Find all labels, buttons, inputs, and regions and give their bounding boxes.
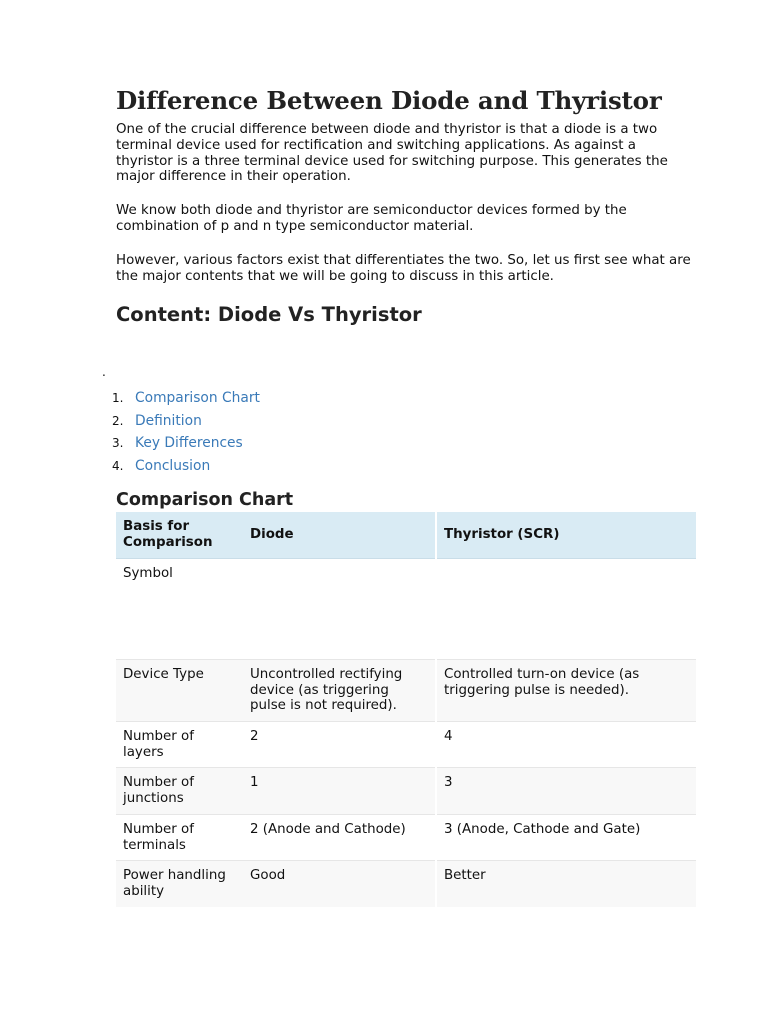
stray-dot: . [102, 365, 106, 379]
table-row-layers [116, 722, 696, 768]
page-title: Difference Between Diode and Thyristor [116, 86, 662, 115]
thyristor-cell: 3 [436, 768, 696, 815]
toc-item-conclusion [112, 455, 260, 478]
contents-heading: Content: Diode Vs Thyristor [116, 303, 422, 327]
row-label: Device Type [123, 667, 204, 682]
table-header-row [116, 512, 696, 559]
row-label: Number of layers [123, 729, 194, 760]
comparison-chart-heading: Comparison Chart [116, 490, 294, 510]
comparison-table [116, 512, 696, 907]
thyristor-cell [436, 559, 696, 660]
intro-paragraph: One of the crucial difference between diode and thyristor is that a diode is a two terminal device used for rectification and switching applications. As against a thyristor is a three terminal device used for switching purpose. This generates the major difference in their operation. [116, 122, 668, 185]
toc-item-comparison-chart [112, 387, 260, 410]
article [116, 84, 696, 328]
diode-cell: 2 [250, 729, 259, 744]
toc-item-definition [112, 410, 260, 433]
toc-number: 1. [112, 391, 124, 406]
header-diode: Diode [243, 512, 436, 559]
semiconductor-paragraph: We know both diode and thyristor are semiconductor devices formed by the combination of p and n type semiconductor material. [116, 203, 627, 234]
row-label: Number of terminals [123, 822, 194, 853]
thyristor-cell: Better [436, 861, 696, 907]
toc-item-key-differences [112, 432, 260, 455]
toc-number: 4. [112, 458, 124, 473]
table-row-symbol [116, 559, 696, 660]
thyristor-cell: 3 (Anode, Cathode and Gate) [436, 815, 696, 861]
table-row-device-type [116, 660, 696, 722]
header-basis: Basis for Comparison [116, 512, 243, 559]
row-label: Symbol [123, 566, 173, 581]
toc-number: 2. [112, 413, 124, 428]
contents-intro-paragraph: However, various factors exist that differentiates the two. So, let us first see what are the major contents that we will be going to discuss in this article. [116, 252, 691, 284]
row-label: Number of junctions [123, 775, 194, 806]
table-row-junctions [116, 768, 696, 815]
diode-cell: Good [250, 868, 286, 884]
diode-cell: Uncontrolled rectifying device (as triggering pulse is not required). [250, 667, 403, 714]
diode-cell: 1 [250, 775, 259, 791]
toc-link-definition[interactable]: Definition [135, 412, 202, 429]
thyristor-cell: Controlled turn-on device (as triggering pulse is needed). [436, 660, 696, 722]
toc-link-key-differences[interactable]: Key Differences [135, 435, 243, 452]
table-of-contents [112, 387, 260, 477]
header-thyristor: Thyristor (SCR) [436, 512, 696, 559]
table-row-power-handling [116, 861, 696, 907]
toc-link-comparison-chart[interactable]: Comparison Chart [135, 390, 260, 407]
table-row-terminals [116, 815, 696, 861]
thyristor-cell: 4 [436, 722, 696, 768]
toc-link-conclusion[interactable]: Conclusion [135, 457, 211, 474]
toc-number: 3. [112, 436, 124, 451]
row-label: Power handling ability [123, 868, 226, 899]
diode-cell: 2 (Anode and Cathode) [250, 822, 406, 838]
diode-cell [243, 559, 436, 660]
